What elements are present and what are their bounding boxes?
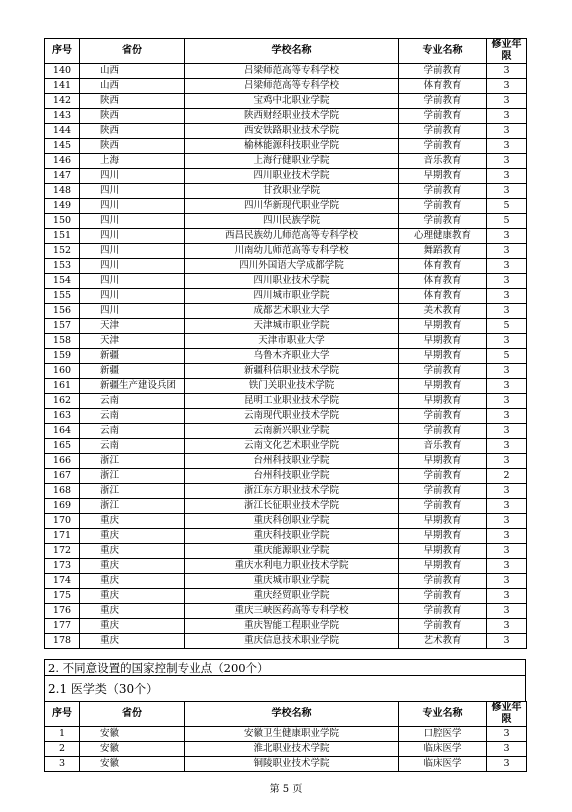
cell-no: 140 xyxy=(45,64,80,79)
cell-province: 四川 xyxy=(80,244,185,259)
table-row xyxy=(45,379,527,394)
cell-province: 陕西 xyxy=(80,94,185,109)
cell-school: 四川外国语大学成都学院 xyxy=(185,259,399,274)
cell-school: 重庆科创职业学院 xyxy=(185,514,399,529)
cell-years: 3 xyxy=(487,334,527,349)
cell-province: 安徽 xyxy=(80,757,185,772)
cell-school: 淮北职业技术学院 xyxy=(185,742,399,757)
cell-years: 3 xyxy=(487,364,527,379)
table-row xyxy=(45,394,527,409)
cell-major: 音乐教育 xyxy=(399,439,487,454)
cell-major: 口腔医学 xyxy=(399,727,487,742)
cell-province: 四川 xyxy=(80,214,185,229)
cell-school: 重庆智能工程职业学院 xyxy=(185,619,399,634)
cell-years: 3 xyxy=(487,274,527,289)
cell-school: 重庆信息技术职业学院 xyxy=(185,634,399,649)
cell-years: 5 xyxy=(487,349,527,364)
table-row xyxy=(45,64,527,79)
table-row xyxy=(45,559,527,574)
cell-major: 早期教育 xyxy=(399,544,487,559)
cell-province: 四川 xyxy=(80,289,185,304)
cell-major: 学前教育 xyxy=(399,214,487,229)
cell-years: 3 xyxy=(487,757,527,772)
table-row xyxy=(45,184,527,199)
cell-major: 学前教育 xyxy=(399,409,487,424)
cell-no: 155 xyxy=(45,289,80,304)
cell-province: 重庆 xyxy=(80,574,185,589)
cell-years: 3 xyxy=(487,742,527,757)
cell-no: 152 xyxy=(45,244,80,259)
cell-major: 学前教育 xyxy=(399,364,487,379)
cell-school: 重庆三峡医药高等专科学校 xyxy=(185,604,399,619)
cell-province: 四川 xyxy=(80,259,185,274)
cell-years: 3 xyxy=(487,154,527,169)
cell-major: 临床医学 xyxy=(399,742,487,757)
cell-no: 147 xyxy=(45,169,80,184)
table-row xyxy=(45,529,527,544)
cell-province: 新疆 xyxy=(80,364,185,379)
cell-no: 162 xyxy=(45,394,80,409)
cell-province: 重庆 xyxy=(80,559,185,574)
cell-school: 铜陵职业技术学院 xyxy=(185,757,399,772)
cell-province: 四川 xyxy=(80,229,185,244)
table-row xyxy=(45,154,527,169)
table-row xyxy=(45,259,527,274)
cell-major: 学前教育 xyxy=(399,124,487,139)
table-row xyxy=(45,484,527,499)
cell-major: 早期教育 xyxy=(399,559,487,574)
cell-no: 161 xyxy=(45,379,80,394)
cell-years: 3 xyxy=(487,634,527,649)
table-row xyxy=(45,199,527,214)
cell-years: 3 xyxy=(487,379,527,394)
cell-school: 安徽卫生健康职业学院 xyxy=(185,727,399,742)
cell-years: 3 xyxy=(487,94,527,109)
table-row xyxy=(45,124,527,139)
cell-years: 5 xyxy=(487,199,527,214)
header-years: 修业年限 xyxy=(487,702,527,727)
table-row xyxy=(45,319,527,334)
cell-years: 3 xyxy=(487,409,527,424)
cell-major: 学前教育 xyxy=(399,424,487,439)
table-header-row xyxy=(45,702,527,727)
cell-province: 重庆 xyxy=(80,634,185,649)
cell-no: 178 xyxy=(45,634,80,649)
cell-no: 163 xyxy=(45,409,80,424)
rejected-majors-table xyxy=(44,701,527,772)
cell-major: 早期教育 xyxy=(399,349,487,364)
cell-no: 154 xyxy=(45,274,80,289)
cell-no: 177 xyxy=(45,619,80,634)
cell-major: 早期教育 xyxy=(399,169,487,184)
cell-years: 3 xyxy=(487,604,527,619)
cell-years: 3 xyxy=(487,139,527,154)
table-row xyxy=(45,334,527,349)
cell-province: 陕西 xyxy=(80,109,185,124)
cell-years: 3 xyxy=(487,619,527,634)
table-row xyxy=(45,214,527,229)
header-major: 专业名称 xyxy=(399,702,487,727)
table-row xyxy=(45,574,527,589)
cell-years: 3 xyxy=(487,229,527,244)
cell-school: 云南现代职业技术学院 xyxy=(185,409,399,424)
cell-no: 145 xyxy=(45,139,80,154)
cell-no: 165 xyxy=(45,439,80,454)
cell-school: 上海行健职业学院 xyxy=(185,154,399,169)
cell-no: 146 xyxy=(45,154,80,169)
cell-major: 早期教育 xyxy=(399,319,487,334)
cell-years: 3 xyxy=(487,289,527,304)
cell-school: 吕梁师范高等专科学校 xyxy=(185,79,399,94)
cell-years: 3 xyxy=(487,394,527,409)
cell-province: 重庆 xyxy=(80,589,185,604)
table-row xyxy=(45,94,527,109)
cell-years: 3 xyxy=(487,544,527,559)
cell-province: 天津 xyxy=(80,334,185,349)
cell-major: 学前教育 xyxy=(399,109,487,124)
cell-school: 陕西财经职业技术学院 xyxy=(185,109,399,124)
cell-years: 3 xyxy=(487,454,527,469)
table-row xyxy=(45,349,527,364)
cell-major: 学前教育 xyxy=(399,604,487,619)
cell-no: 164 xyxy=(45,424,80,439)
cell-years: 3 xyxy=(487,727,527,742)
cell-province: 重庆 xyxy=(80,514,185,529)
page-number: 第 5 页 xyxy=(269,784,303,795)
table-row xyxy=(45,634,527,649)
cell-no: 167 xyxy=(45,469,80,484)
table-row xyxy=(45,169,527,184)
cell-no: 153 xyxy=(45,259,80,274)
table-header-row xyxy=(45,39,527,64)
cell-no: 144 xyxy=(45,124,80,139)
cell-school: 天津城市职业学院 xyxy=(185,319,399,334)
cell-years: 3 xyxy=(487,439,527,454)
cell-school: 浙江东方职业技术学院 xyxy=(185,484,399,499)
cell-major: 学前教育 xyxy=(399,199,487,214)
table-row xyxy=(45,439,527,454)
cell-major: 学前教育 xyxy=(399,94,487,109)
cell-school: 重庆经贸职业学院 xyxy=(185,589,399,604)
cell-school: 西安铁路职业技术学院 xyxy=(185,124,399,139)
cell-province: 重庆 xyxy=(80,529,185,544)
cell-province: 云南 xyxy=(80,394,185,409)
cell-province: 重庆 xyxy=(80,544,185,559)
cell-years: 3 xyxy=(487,499,527,514)
header-school: 学校名称 xyxy=(185,702,399,727)
table-row xyxy=(45,364,527,379)
cell-years: 3 xyxy=(487,514,527,529)
cell-major: 早期教育 xyxy=(399,529,487,544)
cell-province: 四川 xyxy=(80,304,185,319)
table-row xyxy=(45,469,527,484)
table-row xyxy=(45,604,527,619)
cell-school: 云南文化艺术职业学院 xyxy=(185,439,399,454)
header-major: 专业名称 xyxy=(399,39,487,64)
cell-years: 3 xyxy=(487,559,527,574)
cell-years: 3 xyxy=(487,184,527,199)
cell-major: 体育教育 xyxy=(399,259,487,274)
table-row xyxy=(45,589,527,604)
cell-no: 170 xyxy=(45,514,80,529)
cell-province: 山西 xyxy=(80,79,185,94)
cell-school: 台州科技职业学院 xyxy=(185,454,399,469)
cell-major: 临床医学 xyxy=(399,757,487,772)
cell-no: 149 xyxy=(45,199,80,214)
cell-major: 早期教育 xyxy=(399,514,487,529)
cell-school: 台州科技职业学院 xyxy=(185,469,399,484)
table-row xyxy=(45,409,527,424)
cell-school: 川南幼儿师范高等专科学校 xyxy=(185,244,399,259)
cell-major: 舞蹈教育 xyxy=(399,244,487,259)
table-row xyxy=(45,304,527,319)
cell-major: 学前教育 xyxy=(399,619,487,634)
cell-no: 3 xyxy=(45,757,80,772)
cell-province: 山西 xyxy=(80,64,185,79)
header-years: 修业年限 xyxy=(487,39,527,64)
section-title: 2. 不同意设置的国家控制专业点（200个） xyxy=(44,659,526,676)
cell-years: 5 xyxy=(487,319,527,334)
cell-province: 上海 xyxy=(80,154,185,169)
cell-years: 3 xyxy=(487,259,527,274)
table-row xyxy=(45,742,527,757)
cell-school: 重庆城市职业学院 xyxy=(185,574,399,589)
cell-years: 3 xyxy=(487,169,527,184)
cell-no: 169 xyxy=(45,499,80,514)
cell-years: 3 xyxy=(487,79,527,94)
cell-no: 151 xyxy=(45,229,80,244)
cell-school: 榆林能源科技职业学院 xyxy=(185,139,399,154)
cell-no: 166 xyxy=(45,454,80,469)
cell-school: 天津市职业大学 xyxy=(185,334,399,349)
cell-school: 四川民族学院 xyxy=(185,214,399,229)
cell-major: 早期教育 xyxy=(399,394,487,409)
cell-school: 新疆科信职业技术学院 xyxy=(185,364,399,379)
cell-years: 3 xyxy=(487,484,527,499)
cell-province: 陕西 xyxy=(80,139,185,154)
cell-years: 3 xyxy=(487,424,527,439)
table-row xyxy=(45,757,527,772)
cell-major: 美术教育 xyxy=(399,304,487,319)
cell-major: 心理健康教育 xyxy=(399,229,487,244)
cell-no: 172 xyxy=(45,544,80,559)
cell-no: 2 xyxy=(45,742,80,757)
header-no: 序号 xyxy=(45,39,80,64)
cell-no: 158 xyxy=(45,334,80,349)
cell-school: 昆明工业职业技术学院 xyxy=(185,394,399,409)
cell-province: 天津 xyxy=(80,319,185,334)
cell-years: 5 xyxy=(487,214,527,229)
cell-major: 学前教育 xyxy=(399,589,487,604)
table-row xyxy=(45,544,527,559)
cell-no: 1 xyxy=(45,727,80,742)
cell-school: 重庆能源职业学院 xyxy=(185,544,399,559)
header-no: 序号 xyxy=(45,702,80,727)
cell-school: 重庆科技职业学院 xyxy=(185,529,399,544)
cell-years: 3 xyxy=(487,244,527,259)
cell-province: 安徽 xyxy=(80,727,185,742)
cell-years: 3 xyxy=(487,124,527,139)
table-row xyxy=(45,244,527,259)
cell-major: 学前教育 xyxy=(399,64,487,79)
header-province: 省份 xyxy=(80,702,185,727)
cell-province: 安徽 xyxy=(80,742,185,757)
cell-no: 168 xyxy=(45,484,80,499)
table-row xyxy=(45,454,527,469)
cell-no: 176 xyxy=(45,604,80,619)
cell-no: 159 xyxy=(45,349,80,364)
cell-school: 铁门关职业技术学院 xyxy=(185,379,399,394)
cell-school: 成都艺术职业大学 xyxy=(185,304,399,319)
cell-school: 四川职业技术学院 xyxy=(185,169,399,184)
cell-major: 艺术教育 xyxy=(399,634,487,649)
cell-province: 云南 xyxy=(80,424,185,439)
cell-no: 148 xyxy=(45,184,80,199)
cell-major: 学前教育 xyxy=(399,139,487,154)
cell-school: 重庆水利电力职业技术学院 xyxy=(185,559,399,574)
table-row xyxy=(45,109,527,124)
cell-school: 乌鲁木齐职业大学 xyxy=(185,349,399,364)
cell-no: 175 xyxy=(45,589,80,604)
cell-no: 173 xyxy=(45,559,80,574)
header-school: 学校名称 xyxy=(185,39,399,64)
cell-major: 体育教育 xyxy=(399,289,487,304)
cell-major: 体育教育 xyxy=(399,274,487,289)
cell-years: 3 xyxy=(487,529,527,544)
cell-no: 143 xyxy=(45,109,80,124)
cell-major: 音乐教育 xyxy=(399,154,487,169)
cell-province: 陕西 xyxy=(80,124,185,139)
cell-major: 学前教育 xyxy=(399,499,487,514)
cell-province: 重庆 xyxy=(80,604,185,619)
cell-school: 浙江长征职业技术学院 xyxy=(185,499,399,514)
cell-province: 新疆 xyxy=(80,349,185,364)
table-row xyxy=(45,274,527,289)
table-row xyxy=(45,79,527,94)
table-row xyxy=(45,424,527,439)
cell-province: 浙江 xyxy=(80,484,185,499)
cell-school: 四川华新现代职业学院 xyxy=(185,199,399,214)
cell-major: 学前教育 xyxy=(399,484,487,499)
cell-no: 150 xyxy=(45,214,80,229)
cell-no: 157 xyxy=(45,319,80,334)
cell-years: 3 xyxy=(487,109,527,124)
cell-years: 3 xyxy=(487,589,527,604)
table-row xyxy=(45,499,527,514)
table-row xyxy=(45,229,527,244)
cell-years: 3 xyxy=(487,304,527,319)
cell-school: 宝鸡中北职业学院 xyxy=(185,94,399,109)
cell-no: 156 xyxy=(45,304,80,319)
cell-major: 学前教育 xyxy=(399,574,487,589)
cell-major: 学前教育 xyxy=(399,469,487,484)
cell-province: 云南 xyxy=(80,439,185,454)
cell-province: 新疆生产建设兵团 xyxy=(80,379,185,394)
cell-province: 四川 xyxy=(80,274,185,289)
cell-no: 160 xyxy=(45,364,80,379)
cell-major: 学前教育 xyxy=(399,184,487,199)
table-row xyxy=(45,727,527,742)
cell-no: 171 xyxy=(45,529,80,544)
cell-province: 浙江 xyxy=(80,454,185,469)
cell-province: 浙江 xyxy=(80,499,185,514)
cell-school: 四川职业技术学院 xyxy=(185,274,399,289)
cell-no: 142 xyxy=(45,94,80,109)
cell-no: 141 xyxy=(45,79,80,94)
cell-major: 早期教育 xyxy=(399,334,487,349)
header-province: 省份 xyxy=(80,39,185,64)
cell-major: 早期教育 xyxy=(399,379,487,394)
cell-years: 2 xyxy=(487,469,527,484)
cell-province: 四川 xyxy=(80,169,185,184)
cell-years: 3 xyxy=(487,64,527,79)
cell-school: 西昌民族幼儿师范高等专科学校 xyxy=(185,229,399,244)
cell-province: 四川 xyxy=(80,184,185,199)
table-row xyxy=(45,619,527,634)
cell-province: 四川 xyxy=(80,199,185,214)
table-row xyxy=(45,139,527,154)
subsection-title: 2.1 医学类（30个） xyxy=(44,676,526,702)
cell-school: 甘孜职业学院 xyxy=(185,184,399,199)
cell-school: 四川城市职业学院 xyxy=(185,289,399,304)
table-row xyxy=(45,289,527,304)
cell-province: 浙江 xyxy=(80,469,185,484)
cell-school: 云南新兴职业学院 xyxy=(185,424,399,439)
cell-years: 3 xyxy=(487,574,527,589)
cell-province: 重庆 xyxy=(80,619,185,634)
cell-major: 体育教育 xyxy=(399,79,487,94)
cell-province: 云南 xyxy=(80,409,185,424)
approved-majors-table xyxy=(44,38,527,649)
table-row xyxy=(45,514,527,529)
cell-no: 174 xyxy=(45,574,80,589)
cell-major: 早期教育 xyxy=(399,454,487,469)
cell-school: 吕梁师范高等专科学校 xyxy=(185,64,399,79)
